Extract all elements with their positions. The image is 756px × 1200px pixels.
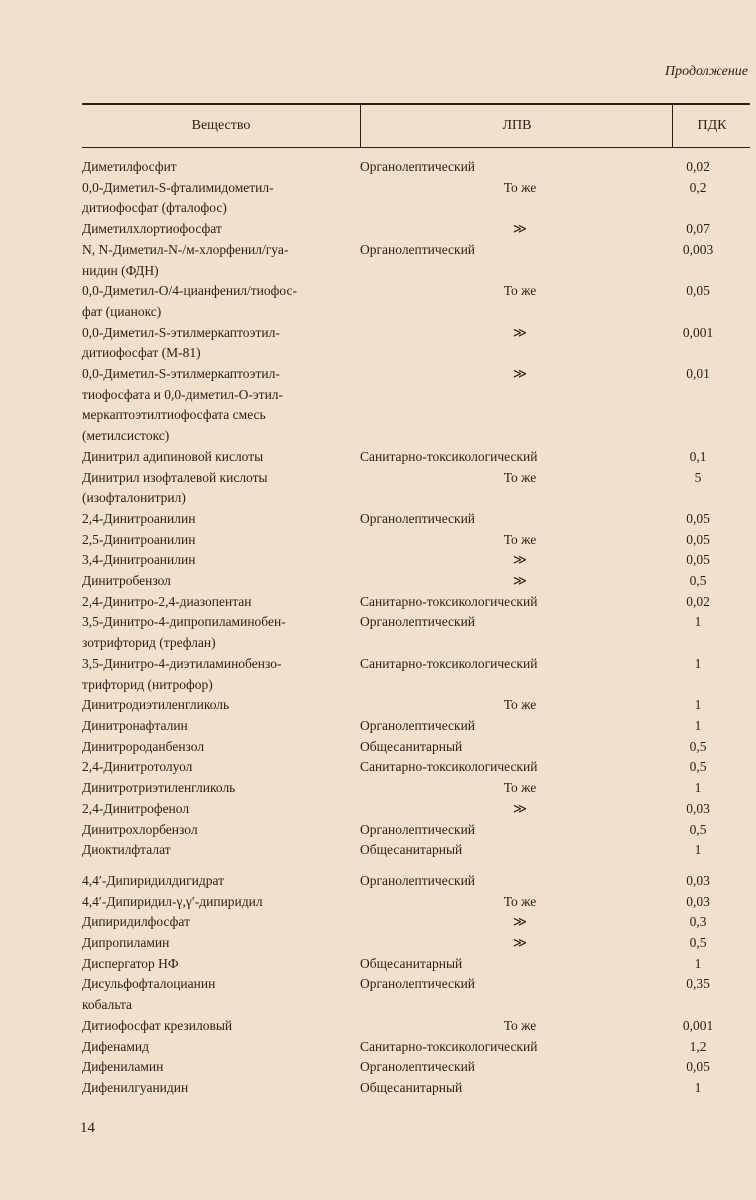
substance-cell	[82, 695, 354, 716]
table-body	[82, 157, 750, 1099]
substance-line: фат (цианокс)	[82, 303, 162, 319]
lpv-cell: ≫	[512, 221, 528, 237]
header-lpv: ЛПВ	[360, 105, 673, 147]
pdk-cell: 1	[694, 842, 702, 858]
table-row	[82, 778, 750, 799]
lpv-cell: Общесанитарный	[360, 1079, 463, 1095]
pdk-cell: 0,03	[686, 800, 710, 816]
table-row	[82, 974, 750, 1015]
pdk-cell: 1	[694, 717, 702, 733]
lpv-cell: ≫	[512, 914, 528, 930]
pdk-cell: 0,5	[689, 573, 707, 589]
pdk-cell: 1	[694, 614, 702, 630]
substance-cell	[82, 571, 354, 592]
table-row	[82, 364, 750, 447]
table-row	[82, 757, 750, 778]
substance-line: Дипропиламин	[82, 935, 170, 951]
substance-line: Дифенамид	[82, 1038, 150, 1054]
substance-line: Динитротриэтиленгликоль	[82, 780, 236, 796]
pdk-cell: 0,03	[686, 893, 710, 909]
pdk-cell: 0,2	[689, 179, 707, 195]
pdk-cell: 0,07	[686, 221, 710, 237]
lpv-cell: ≫	[512, 935, 528, 951]
substance-line: Динитрил адипиновой кислоты	[82, 448, 264, 464]
table-row	[82, 737, 750, 758]
substance-line: Дитиофосфат крезиловый	[82, 1017, 233, 1033]
lpv-cell: Органолептический	[360, 510, 476, 526]
pdk-cell: 1,2	[689, 1038, 707, 1054]
table-row	[82, 912, 750, 933]
table-row	[82, 799, 750, 820]
lpv-cell: Общесанитарный	[360, 842, 463, 858]
substance-line: 0,0-Диметил-S-этилмеркаптоэтил-	[82, 324, 280, 340]
lpv-cell: То же	[503, 780, 537, 796]
substance-line: 3,5-Динитро-4-диэтиламинобензо-	[82, 655, 282, 671]
lpv-cell: Санитарно-токсикологический	[360, 448, 538, 464]
substance-line: 4,4′-Дипиридил-γ,γ′-дипиридил	[82, 893, 263, 909]
substance-line: Динитророданбензол	[82, 738, 205, 754]
substance-cell	[82, 974, 354, 1015]
pdk-cell: 0,1	[689, 448, 707, 464]
pdk-cell: 0,05	[686, 1059, 710, 1075]
substance-line: 3,5-Динитро-4-дипропиламинобен-	[82, 614, 286, 630]
lpv-cell: ≫	[512, 324, 528, 340]
pdk-cell: 0,01	[686, 366, 710, 382]
substance-cell	[82, 509, 354, 530]
substance-cell	[82, 654, 354, 695]
pdk-cell: 0,03	[686, 872, 710, 888]
substance-line: меркаптоэтилтиофосфата смесь	[82, 407, 266, 423]
substance-line: трифторид (нитрофор)	[82, 676, 213, 692]
pdk-cell: 0,5	[689, 935, 707, 951]
pdk-cell: 0,05	[686, 552, 710, 568]
substance-cell	[82, 778, 354, 799]
table-row	[82, 954, 750, 975]
substance-line: 0,0-Диметил-S-фталимидометил-	[82, 179, 274, 195]
substance-line: Диоктилфталат	[82, 842, 171, 858]
table-row	[82, 695, 750, 716]
substance-line: 3,4-Динитроанилин	[82, 552, 196, 568]
table-row	[82, 1057, 750, 1078]
table-row	[82, 240, 750, 281]
lpv-cell: ≫	[512, 366, 528, 382]
table-row	[82, 654, 750, 695]
lpv-cell: Органолептический	[360, 821, 476, 837]
substance-line: Диметилхлортиофосфат	[82, 221, 222, 237]
table-row	[82, 178, 750, 219]
substance-line: Дифенилгуанидин	[82, 1079, 189, 1095]
lpv-cell: То же	[503, 893, 537, 909]
page-number: 14	[80, 1120, 95, 1136]
substance-line: Динитродиэтиленгликоль	[82, 697, 230, 713]
table-row	[82, 892, 750, 913]
pdk-cell: 0,5	[689, 821, 707, 837]
substance-line: 2,4-Динитротолуол	[82, 759, 193, 775]
substance-cell	[82, 912, 354, 933]
substance-cell	[82, 1057, 354, 1078]
substance-cell	[82, 323, 354, 364]
lpv-cell: Органолептический	[360, 614, 476, 630]
lpv-cell: ≫	[512, 573, 528, 589]
substance-cell	[82, 1037, 354, 1058]
lpv-cell: Органолептический	[360, 241, 476, 257]
pdk-cell: 0,5	[689, 738, 707, 754]
substance-line: N, N-Диметил-N-/м-хлорфенил/гуа-	[82, 241, 289, 257]
substance-cell	[82, 178, 354, 219]
substance-line: Динитрил изофталевой кислоты	[82, 469, 268, 485]
lpv-cell: Органолептический	[360, 872, 476, 888]
substance-line: Диметилфосфит	[82, 159, 177, 174]
substance-line: Дифениламин	[82, 1059, 164, 1075]
substance-cell	[82, 530, 354, 551]
substance-cell	[82, 840, 354, 861]
table-row	[82, 592, 750, 613]
substance-cell	[82, 871, 354, 892]
pdk-cell: 1	[694, 1079, 702, 1095]
lpv-cell: Органолептический	[360, 1059, 476, 1075]
lpv-cell: Общесанитарный	[360, 738, 463, 754]
table-row	[82, 323, 750, 364]
lpv-cell: Общесанитарный	[360, 955, 463, 971]
substance-line: Диспергатор НФ	[82, 955, 179, 971]
pdk-cell: 0,05	[686, 283, 710, 299]
substance-line: Дисульфофталоцианин	[82, 976, 216, 992]
pdk-cell: 1	[694, 955, 702, 971]
substance-cell	[82, 716, 354, 737]
pdk-cell: 0,003	[682, 241, 714, 257]
lpv-cell: ≫	[512, 552, 528, 568]
table-row	[82, 820, 750, 841]
table-row	[82, 871, 750, 892]
lpv-cell: То же	[503, 697, 537, 713]
pdk-cell: 5	[694, 469, 702, 485]
table-row	[82, 219, 750, 240]
table-row	[82, 447, 750, 468]
table-row	[82, 530, 750, 551]
lpv-cell: То же	[503, 531, 537, 547]
table-row	[82, 716, 750, 737]
substance-line: Динитронафталин	[82, 717, 188, 733]
lpv-cell: Органолептический	[360, 717, 476, 733]
substance-cell	[82, 757, 354, 778]
substance-cell	[82, 281, 354, 322]
continuation-label: Продолжение	[665, 64, 748, 79]
lpv-cell: Санитарно-токсикологический	[360, 593, 538, 609]
substance-line: зотрифторид (трефлан)	[82, 635, 216, 651]
substance-cell	[82, 592, 354, 613]
table-row	[82, 1078, 750, 1099]
table-row	[82, 157, 750, 178]
lpv-cell: Органолептический	[360, 976, 476, 992]
table-row	[82, 933, 750, 954]
substance-cell	[82, 612, 354, 653]
substance-line: дитиофосфат (М-81)	[82, 345, 201, 361]
substance-line: Динитрохлорбензол	[82, 821, 198, 837]
pdk-cell: 0,02	[686, 593, 710, 609]
substance-cell	[82, 1078, 354, 1099]
table-row	[82, 571, 750, 592]
table-row	[82, 468, 750, 509]
pdk-cell: 0,001	[682, 324, 714, 340]
pdk-cell: 1	[694, 780, 702, 796]
substance-line: 2,5-Динитроанилин	[82, 531, 196, 547]
substance-cell	[82, 219, 354, 240]
substance-line: тиофосфата и 0,0-диметил-О-этил-	[82, 386, 284, 402]
substance-cell	[82, 954, 354, 975]
table-row	[82, 281, 750, 322]
substance-cell	[82, 1016, 354, 1037]
pdk-cell: 0,05	[686, 531, 710, 547]
lpv-cell: Органолептический	[360, 159, 476, 174]
substance-line: нидин (ФДН)	[82, 262, 159, 278]
substance-line: 4,4′-Дипиридилдигидрат	[82, 872, 225, 888]
substance-line: дитиофосфат (фталофос)	[82, 200, 227, 216]
substance-cell	[82, 892, 354, 913]
pdk-cell: 0,02	[686, 159, 710, 174]
table-header	[82, 103, 750, 148]
table-row	[82, 1016, 750, 1037]
lpv-cell: То же	[503, 469, 537, 485]
substance-cell	[82, 447, 354, 468]
table-row	[82, 509, 750, 530]
pdk-cell: 0,3	[689, 914, 707, 930]
pdk-cell: 0,35	[686, 976, 710, 992]
table-row	[82, 1037, 750, 1058]
substance-cell	[82, 933, 354, 954]
row-gap	[82, 861, 750, 871]
table-row	[82, 550, 750, 571]
substance-line: (изофталонитрил)	[82, 490, 186, 506]
substance-cell	[82, 550, 354, 571]
substance-line: 2,4-Динитроанилин	[82, 510, 196, 526]
lpv-cell: ≫	[512, 800, 528, 816]
substance-cell	[82, 240, 354, 281]
substance-cell	[82, 820, 354, 841]
substance-cell	[82, 799, 354, 820]
pdk-cell: 0,05	[686, 510, 710, 526]
lpv-cell: То же	[503, 1017, 537, 1033]
table-row	[82, 612, 750, 653]
lpv-cell: То же	[503, 283, 537, 299]
substance-line: 0,0-Диметил-S-этилмеркаптоэтил-	[82, 366, 280, 382]
substance-line: 2,4-Динитро-2,4-диазопентан	[82, 593, 252, 609]
header-substance: Вещество	[191, 118, 251, 133]
substance-line: Динитробензол	[82, 573, 171, 589]
substance-cell	[82, 157, 354, 178]
substance-cell	[82, 737, 354, 758]
pdk-cell: 1	[694, 697, 702, 713]
substance-line: Дипиридилфосфат	[82, 914, 190, 930]
substance-line: 0,0-Диметил-O/4-цианфенил/тиофос-	[82, 283, 297, 299]
substance-cell	[82, 468, 354, 509]
pdk-cell: 1	[694, 655, 702, 671]
substance-line: 2,4-Динитрофенол	[82, 800, 190, 816]
substance-cell	[82, 364, 354, 447]
lpv-cell: Санитарно-токсикологический	[360, 655, 538, 671]
table-row	[82, 840, 750, 861]
pdk-cell: 0,5	[689, 759, 707, 775]
lpv-cell: Санитарно-токсикологический	[360, 759, 538, 775]
header-pdk: ПДК	[672, 105, 751, 147]
lpv-cell: Санитарно-токсикологический	[360, 1038, 538, 1054]
substance-line: кобальта	[82, 997, 133, 1013]
lpv-cell: То же	[503, 179, 537, 195]
substance-line: (метилсистокс)	[82, 428, 170, 444]
pdk-cell: 0,001	[682, 1017, 714, 1033]
